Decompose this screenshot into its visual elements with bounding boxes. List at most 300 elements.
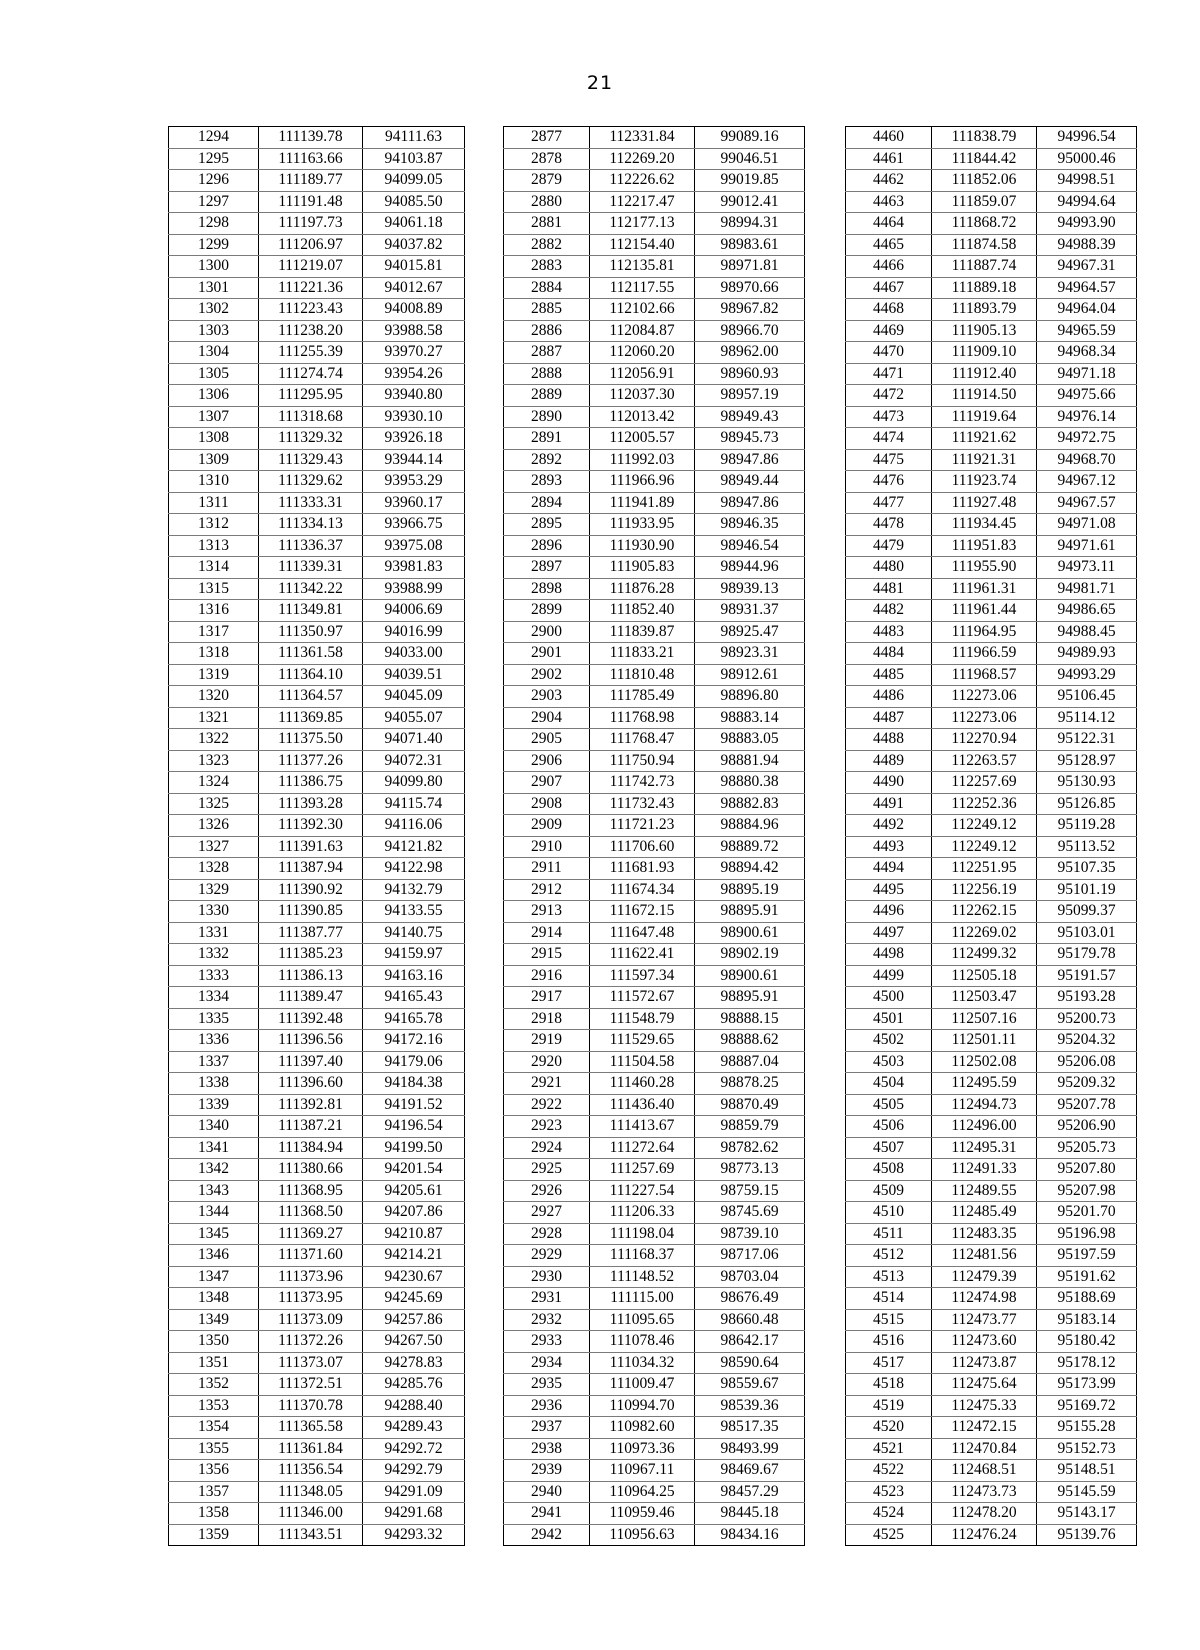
x-coordinate-cell: 111350.97 — [259, 621, 363, 643]
point-number-cell: 4471 — [846, 363, 932, 385]
table-row — [169, 1223, 465, 1245]
point-number-cell: 4516 — [846, 1331, 932, 1353]
table-row — [504, 772, 805, 794]
y-coordinate-cell: 94993.90 — [1037, 213, 1137, 235]
y-coordinate-cell: 95206.08 — [1037, 1051, 1137, 1073]
table-row — [169, 471, 465, 493]
coordinate-table-3 — [845, 126, 1137, 1546]
x-coordinate-cell: 112502.08 — [932, 1051, 1037, 1073]
x-coordinate-cell: 110964.25 — [590, 1481, 695, 1503]
point-number-cell: 2893 — [504, 471, 590, 493]
table-row — [169, 1503, 465, 1525]
point-number-cell: 2897 — [504, 557, 590, 579]
y-coordinate-cell: 98882.83 — [695, 793, 805, 815]
table-row — [846, 879, 1137, 901]
y-coordinate-cell: 95000.46 — [1037, 148, 1137, 170]
x-coordinate-cell: 110959.46 — [590, 1503, 695, 1525]
y-coordinate-cell: 98469.67 — [695, 1460, 805, 1482]
table-row — [846, 191, 1137, 213]
point-number-cell: 1344 — [169, 1202, 259, 1224]
y-coordinate-cell: 93953.29 — [363, 471, 465, 493]
y-coordinate-cell: 94012.67 — [363, 277, 465, 299]
table-row — [504, 1481, 805, 1503]
y-coordinate-cell: 98889.72 — [695, 836, 805, 858]
x-coordinate-cell: 112485.49 — [932, 1202, 1037, 1224]
x-coordinate-cell: 112496.00 — [932, 1116, 1037, 1138]
x-coordinate-cell: 111377.26 — [259, 750, 363, 772]
point-number-cell: 4514 — [846, 1288, 932, 1310]
x-coordinate-cell: 111372.51 — [259, 1374, 363, 1396]
table-row — [846, 600, 1137, 622]
x-coordinate-cell: 111148.52 — [590, 1266, 695, 1288]
y-coordinate-cell: 98559.67 — [695, 1374, 805, 1396]
y-coordinate-cell: 95099.37 — [1037, 901, 1137, 923]
x-coordinate-cell: 111393.28 — [259, 793, 363, 815]
table-row — [504, 1417, 805, 1439]
x-coordinate-cell: 112217.47 — [590, 191, 695, 213]
table-row — [846, 901, 1137, 923]
table-row — [504, 471, 805, 493]
table-row — [846, 277, 1137, 299]
y-coordinate-cell: 98949.43 — [695, 406, 805, 428]
table-row — [169, 1180, 465, 1202]
y-coordinate-cell: 95122.31 — [1037, 729, 1137, 751]
x-coordinate-cell: 112263.57 — [932, 750, 1037, 772]
x-coordinate-cell: 112269.02 — [932, 922, 1037, 944]
x-coordinate-cell: 112013.42 — [590, 406, 695, 428]
point-number-cell: 1330 — [169, 901, 259, 923]
table-row — [846, 1460, 1137, 1482]
point-number-cell: 1305 — [169, 363, 259, 385]
y-coordinate-cell: 94179.06 — [363, 1051, 465, 1073]
point-number-cell: 2908 — [504, 793, 590, 815]
x-coordinate-cell: 111329.32 — [259, 428, 363, 450]
point-number-cell: 1316 — [169, 600, 259, 622]
x-coordinate-cell: 111078.46 — [590, 1331, 695, 1353]
point-number-cell: 4469 — [846, 320, 932, 342]
x-coordinate-cell: 112331.84 — [590, 127, 695, 149]
y-coordinate-cell: 95197.59 — [1037, 1245, 1137, 1267]
y-coordinate-cell: 98887.04 — [695, 1051, 805, 1073]
y-coordinate-cell: 94989.93 — [1037, 643, 1137, 665]
x-coordinate-cell: 112505.18 — [932, 965, 1037, 987]
x-coordinate-cell: 111372.26 — [259, 1331, 363, 1353]
y-coordinate-cell: 98880.38 — [695, 772, 805, 794]
table-row — [504, 1288, 805, 1310]
x-coordinate-cell: 111844.42 — [932, 148, 1037, 170]
x-coordinate-cell: 111163.66 — [259, 148, 363, 170]
table-row — [504, 922, 805, 944]
y-coordinate-cell: 94973.11 — [1037, 557, 1137, 579]
table-row — [504, 1266, 805, 1288]
table-row — [846, 514, 1137, 536]
table-row — [846, 535, 1137, 557]
point-number-cell: 1320 — [169, 686, 259, 708]
point-number-cell: 1326 — [169, 815, 259, 837]
point-number-cell: 2941 — [504, 1503, 590, 1525]
x-coordinate-cell: 111333.31 — [259, 492, 363, 514]
y-coordinate-cell: 94981.71 — [1037, 578, 1137, 600]
table-row — [504, 1331, 805, 1353]
y-coordinate-cell: 95145.59 — [1037, 1481, 1137, 1503]
page-number: 21 — [586, 72, 614, 94]
point-number-cell: 4478 — [846, 514, 932, 536]
point-number-cell: 2938 — [504, 1438, 590, 1460]
x-coordinate-cell: 111392.81 — [259, 1094, 363, 1116]
point-number-cell: 1336 — [169, 1030, 259, 1052]
table-row — [169, 1331, 465, 1353]
y-coordinate-cell: 94998.51 — [1037, 170, 1137, 192]
x-coordinate-cell: 111191.48 — [259, 191, 363, 213]
y-coordinate-cell: 98883.05 — [695, 729, 805, 751]
table-row — [169, 1008, 465, 1030]
y-coordinate-cell: 94278.83 — [363, 1352, 465, 1374]
y-coordinate-cell: 98896.80 — [695, 686, 805, 708]
table-row — [169, 127, 465, 149]
table-row — [504, 1309, 805, 1331]
point-number-cell: 4504 — [846, 1073, 932, 1095]
y-coordinate-cell: 94008.89 — [363, 299, 465, 321]
x-coordinate-cell: 111349.81 — [259, 600, 363, 622]
y-coordinate-cell: 94967.12 — [1037, 471, 1137, 493]
y-coordinate-cell: 94111.63 — [363, 127, 465, 149]
point-number-cell: 1299 — [169, 234, 259, 256]
y-coordinate-cell: 93944.14 — [363, 449, 465, 471]
y-coordinate-cell: 95148.51 — [1037, 1460, 1137, 1482]
y-coordinate-cell: 99019.85 — [695, 170, 805, 192]
y-coordinate-cell: 98945.73 — [695, 428, 805, 450]
y-coordinate-cell: 98457.29 — [695, 1481, 805, 1503]
table-row — [846, 750, 1137, 772]
point-number-cell: 1341 — [169, 1137, 259, 1159]
point-number-cell: 1332 — [169, 944, 259, 966]
x-coordinate-cell: 111373.95 — [259, 1288, 363, 1310]
x-coordinate-cell: 111339.31 — [259, 557, 363, 579]
point-number-cell: 2931 — [504, 1288, 590, 1310]
point-number-cell: 4492 — [846, 815, 932, 837]
point-number-cell: 4473 — [846, 406, 932, 428]
table-row — [846, 815, 1137, 837]
x-coordinate-cell: 111390.92 — [259, 879, 363, 901]
table-row — [846, 170, 1137, 192]
x-coordinate-cell: 111336.37 — [259, 535, 363, 557]
y-coordinate-cell: 94165.78 — [363, 1008, 465, 1030]
table-row — [846, 793, 1137, 815]
table-row — [504, 342, 805, 364]
x-coordinate-cell: 111923.74 — [932, 471, 1037, 493]
x-coordinate-cell: 112226.62 — [590, 170, 695, 192]
point-number-cell: 2894 — [504, 492, 590, 514]
table-row — [169, 750, 465, 772]
point-number-cell: 4517 — [846, 1352, 932, 1374]
point-number-cell: 4513 — [846, 1266, 932, 1288]
point-number-cell: 1334 — [169, 987, 259, 1009]
point-number-cell: 4474 — [846, 428, 932, 450]
x-coordinate-cell: 111876.28 — [590, 578, 695, 600]
table-row — [846, 428, 1137, 450]
table-row — [846, 1503, 1137, 1525]
point-number-cell: 2898 — [504, 578, 590, 600]
x-coordinate-cell: 111893.79 — [932, 299, 1037, 321]
point-number-cell: 1356 — [169, 1460, 259, 1482]
table-row — [169, 1245, 465, 1267]
point-number-cell: 4493 — [846, 836, 932, 858]
table-row — [504, 621, 805, 643]
x-coordinate-cell: 111914.50 — [932, 385, 1037, 407]
point-number-cell: 1353 — [169, 1395, 259, 1417]
table-row — [504, 1438, 805, 1460]
y-coordinate-cell: 94016.99 — [363, 621, 465, 643]
point-number-cell: 4484 — [846, 643, 932, 665]
x-coordinate-cell: 112249.12 — [932, 836, 1037, 858]
x-coordinate-cell: 112154.40 — [590, 234, 695, 256]
point-number-cell: 4522 — [846, 1460, 932, 1482]
x-coordinate-cell: 111529.65 — [590, 1030, 695, 1052]
point-number-cell: 4477 — [846, 492, 932, 514]
table-row — [504, 191, 805, 213]
x-coordinate-cell: 112273.06 — [932, 707, 1037, 729]
x-coordinate-cell: 111373.09 — [259, 1309, 363, 1331]
point-number-cell: 4464 — [846, 213, 932, 235]
y-coordinate-cell: 98960.93 — [695, 363, 805, 385]
y-coordinate-cell: 98970.66 — [695, 277, 805, 299]
y-coordinate-cell: 98902.19 — [695, 944, 805, 966]
point-number-cell: 1317 — [169, 621, 259, 643]
table-row — [846, 1309, 1137, 1331]
y-coordinate-cell: 95206.90 — [1037, 1116, 1137, 1138]
point-number-cell: 1340 — [169, 1116, 259, 1138]
y-coordinate-cell: 95139.76 — [1037, 1524, 1137, 1546]
y-coordinate-cell: 94291.09 — [363, 1481, 465, 1503]
x-coordinate-cell: 111189.77 — [259, 170, 363, 192]
y-coordinate-cell: 98900.61 — [695, 965, 805, 987]
y-coordinate-cell: 94964.04 — [1037, 299, 1137, 321]
y-coordinate-cell: 94196.54 — [363, 1116, 465, 1138]
x-coordinate-cell: 112084.87 — [590, 320, 695, 342]
point-number-cell: 2909 — [504, 815, 590, 837]
point-number-cell: 2933 — [504, 1331, 590, 1353]
point-number-cell: 1311 — [169, 492, 259, 514]
point-number-cell: 2928 — [504, 1223, 590, 1245]
point-number-cell: 4523 — [846, 1481, 932, 1503]
y-coordinate-cell: 98884.96 — [695, 815, 805, 837]
table-row — [169, 1094, 465, 1116]
table-row — [846, 836, 1137, 858]
y-coordinate-cell: 98962.00 — [695, 342, 805, 364]
table-row — [846, 1524, 1137, 1546]
point-number-cell: 2913 — [504, 901, 590, 923]
point-number-cell: 1312 — [169, 514, 259, 536]
point-number-cell: 2896 — [504, 535, 590, 557]
y-coordinate-cell: 94039.51 — [363, 664, 465, 686]
point-number-cell: 2881 — [504, 213, 590, 235]
table-row — [846, 471, 1137, 493]
y-coordinate-cell: 95180.42 — [1037, 1331, 1137, 1353]
point-number-cell: 2912 — [504, 879, 590, 901]
x-coordinate-cell: 111384.94 — [259, 1137, 363, 1159]
y-coordinate-cell: 98660.48 — [695, 1309, 805, 1331]
x-coordinate-cell: 111768.98 — [590, 707, 695, 729]
table-row — [504, 879, 805, 901]
table-row — [846, 256, 1137, 278]
point-number-cell: 4490 — [846, 772, 932, 794]
x-coordinate-cell: 111868.72 — [932, 213, 1037, 235]
table-row — [846, 987, 1137, 1009]
point-number-cell: 2892 — [504, 449, 590, 471]
table-row — [169, 1395, 465, 1417]
point-number-cell: 4463 — [846, 191, 932, 213]
table-row — [504, 148, 805, 170]
point-number-cell: 2902 — [504, 664, 590, 686]
table-row — [169, 729, 465, 751]
x-coordinate-cell: 111387.21 — [259, 1116, 363, 1138]
x-coordinate-cell: 111436.40 — [590, 1094, 695, 1116]
x-coordinate-cell: 111221.36 — [259, 277, 363, 299]
y-coordinate-cell: 98676.49 — [695, 1288, 805, 1310]
x-coordinate-cell: 111255.39 — [259, 342, 363, 364]
x-coordinate-cell: 111385.23 — [259, 944, 363, 966]
y-coordinate-cell: 94165.43 — [363, 987, 465, 1009]
y-coordinate-cell: 94071.40 — [363, 729, 465, 751]
y-coordinate-cell: 98947.86 — [695, 492, 805, 514]
table-row — [846, 1245, 1137, 1267]
point-number-cell: 2915 — [504, 944, 590, 966]
point-number-cell: 1310 — [169, 471, 259, 493]
x-coordinate-cell: 111368.50 — [259, 1202, 363, 1224]
table-row — [846, 1288, 1137, 1310]
point-number-cell: 1358 — [169, 1503, 259, 1525]
point-number-cell: 1349 — [169, 1309, 259, 1331]
y-coordinate-cell: 95196.98 — [1037, 1223, 1137, 1245]
point-number-cell: 2914 — [504, 922, 590, 944]
y-coordinate-cell: 94132.79 — [363, 879, 465, 901]
table-row — [504, 858, 805, 880]
table-row — [504, 320, 805, 342]
point-number-cell: 1339 — [169, 1094, 259, 1116]
table-row — [169, 1288, 465, 1310]
x-coordinate-cell: 111838.79 — [932, 127, 1037, 149]
table-row — [504, 535, 805, 557]
point-number-cell: 4476 — [846, 471, 932, 493]
y-coordinate-cell: 98967.82 — [695, 299, 805, 321]
x-coordinate-cell: 111874.58 — [932, 234, 1037, 256]
table-row — [846, 1094, 1137, 1116]
point-number-cell: 4467 — [846, 277, 932, 299]
y-coordinate-cell: 95128.97 — [1037, 750, 1137, 772]
point-number-cell: 1303 — [169, 320, 259, 342]
table-row — [169, 449, 465, 471]
x-coordinate-cell: 111955.90 — [932, 557, 1037, 579]
x-coordinate-cell: 111597.34 — [590, 965, 695, 987]
table-row — [504, 234, 805, 256]
point-number-cell: 2925 — [504, 1159, 590, 1181]
point-number-cell: 2907 — [504, 772, 590, 794]
table-row — [169, 944, 465, 966]
point-number-cell: 1315 — [169, 578, 259, 600]
table-row — [504, 406, 805, 428]
y-coordinate-cell: 94006.69 — [363, 600, 465, 622]
table-row — [846, 234, 1137, 256]
point-number-cell: 4524 — [846, 1503, 932, 1525]
x-coordinate-cell: 111257.69 — [590, 1159, 695, 1181]
y-coordinate-cell: 98931.37 — [695, 600, 805, 622]
point-number-cell: 4472 — [846, 385, 932, 407]
point-number-cell: 1294 — [169, 127, 259, 149]
table-row — [504, 686, 805, 708]
x-coordinate-cell: 111371.60 — [259, 1245, 363, 1267]
x-coordinate-cell: 111238.20 — [259, 320, 363, 342]
x-coordinate-cell: 111329.43 — [259, 449, 363, 471]
y-coordinate-cell: 94072.31 — [363, 750, 465, 772]
x-coordinate-cell: 111392.30 — [259, 815, 363, 837]
y-coordinate-cell: 94291.68 — [363, 1503, 465, 1525]
y-coordinate-cell: 98966.70 — [695, 320, 805, 342]
x-coordinate-cell: 111548.79 — [590, 1008, 695, 1030]
table-row — [504, 600, 805, 622]
point-number-cell: 2880 — [504, 191, 590, 213]
y-coordinate-cell: 98517.35 — [695, 1417, 805, 1439]
point-number-cell: 4499 — [846, 965, 932, 987]
y-coordinate-cell: 98878.25 — [695, 1073, 805, 1095]
y-coordinate-cell: 94191.52 — [363, 1094, 465, 1116]
point-number-cell: 1319 — [169, 664, 259, 686]
table-row — [504, 1051, 805, 1073]
x-coordinate-cell: 112060.20 — [590, 342, 695, 364]
y-coordinate-cell: 98946.35 — [695, 514, 805, 536]
x-coordinate-cell: 111912.40 — [932, 363, 1037, 385]
x-coordinate-cell: 112473.87 — [932, 1352, 1037, 1374]
table-row — [169, 600, 465, 622]
x-coordinate-cell: 111168.37 — [590, 1245, 695, 1267]
x-coordinate-cell: 111318.68 — [259, 406, 363, 428]
y-coordinate-cell: 94967.31 — [1037, 256, 1137, 278]
table-row — [169, 858, 465, 880]
y-coordinate-cell: 94288.40 — [363, 1395, 465, 1417]
y-coordinate-cell: 93988.58 — [363, 320, 465, 342]
y-coordinate-cell: 93960.17 — [363, 492, 465, 514]
x-coordinate-cell: 112177.13 — [590, 213, 695, 235]
x-coordinate-cell: 112475.64 — [932, 1374, 1037, 1396]
y-coordinate-cell: 94285.76 — [363, 1374, 465, 1396]
x-coordinate-cell: 111375.50 — [259, 729, 363, 751]
table-row — [504, 729, 805, 751]
x-coordinate-cell: 111966.59 — [932, 643, 1037, 665]
point-number-cell: 2903 — [504, 686, 590, 708]
table-row — [504, 1008, 805, 1030]
x-coordinate-cell: 112481.56 — [932, 1245, 1037, 1267]
table-row — [169, 406, 465, 428]
y-coordinate-cell: 98642.17 — [695, 1331, 805, 1353]
point-number-cell: 1324 — [169, 772, 259, 794]
table-row — [504, 1503, 805, 1525]
y-coordinate-cell: 95155.28 — [1037, 1417, 1137, 1439]
point-number-cell: 2920 — [504, 1051, 590, 1073]
y-coordinate-cell: 94292.72 — [363, 1438, 465, 1460]
point-number-cell: 1313 — [169, 535, 259, 557]
x-coordinate-cell: 111966.96 — [590, 471, 695, 493]
point-number-cell: 1338 — [169, 1073, 259, 1095]
x-coordinate-cell: 112252.36 — [932, 793, 1037, 815]
point-number-cell: 2929 — [504, 1245, 590, 1267]
table-row — [504, 793, 805, 815]
y-coordinate-cell: 94163.16 — [363, 965, 465, 987]
x-coordinate-cell: 112257.69 — [932, 772, 1037, 794]
point-number-cell: 4510 — [846, 1202, 932, 1224]
table-row — [846, 342, 1137, 364]
point-number-cell: 2911 — [504, 858, 590, 880]
point-number-cell: 1314 — [169, 557, 259, 579]
y-coordinate-cell: 95114.12 — [1037, 707, 1137, 729]
